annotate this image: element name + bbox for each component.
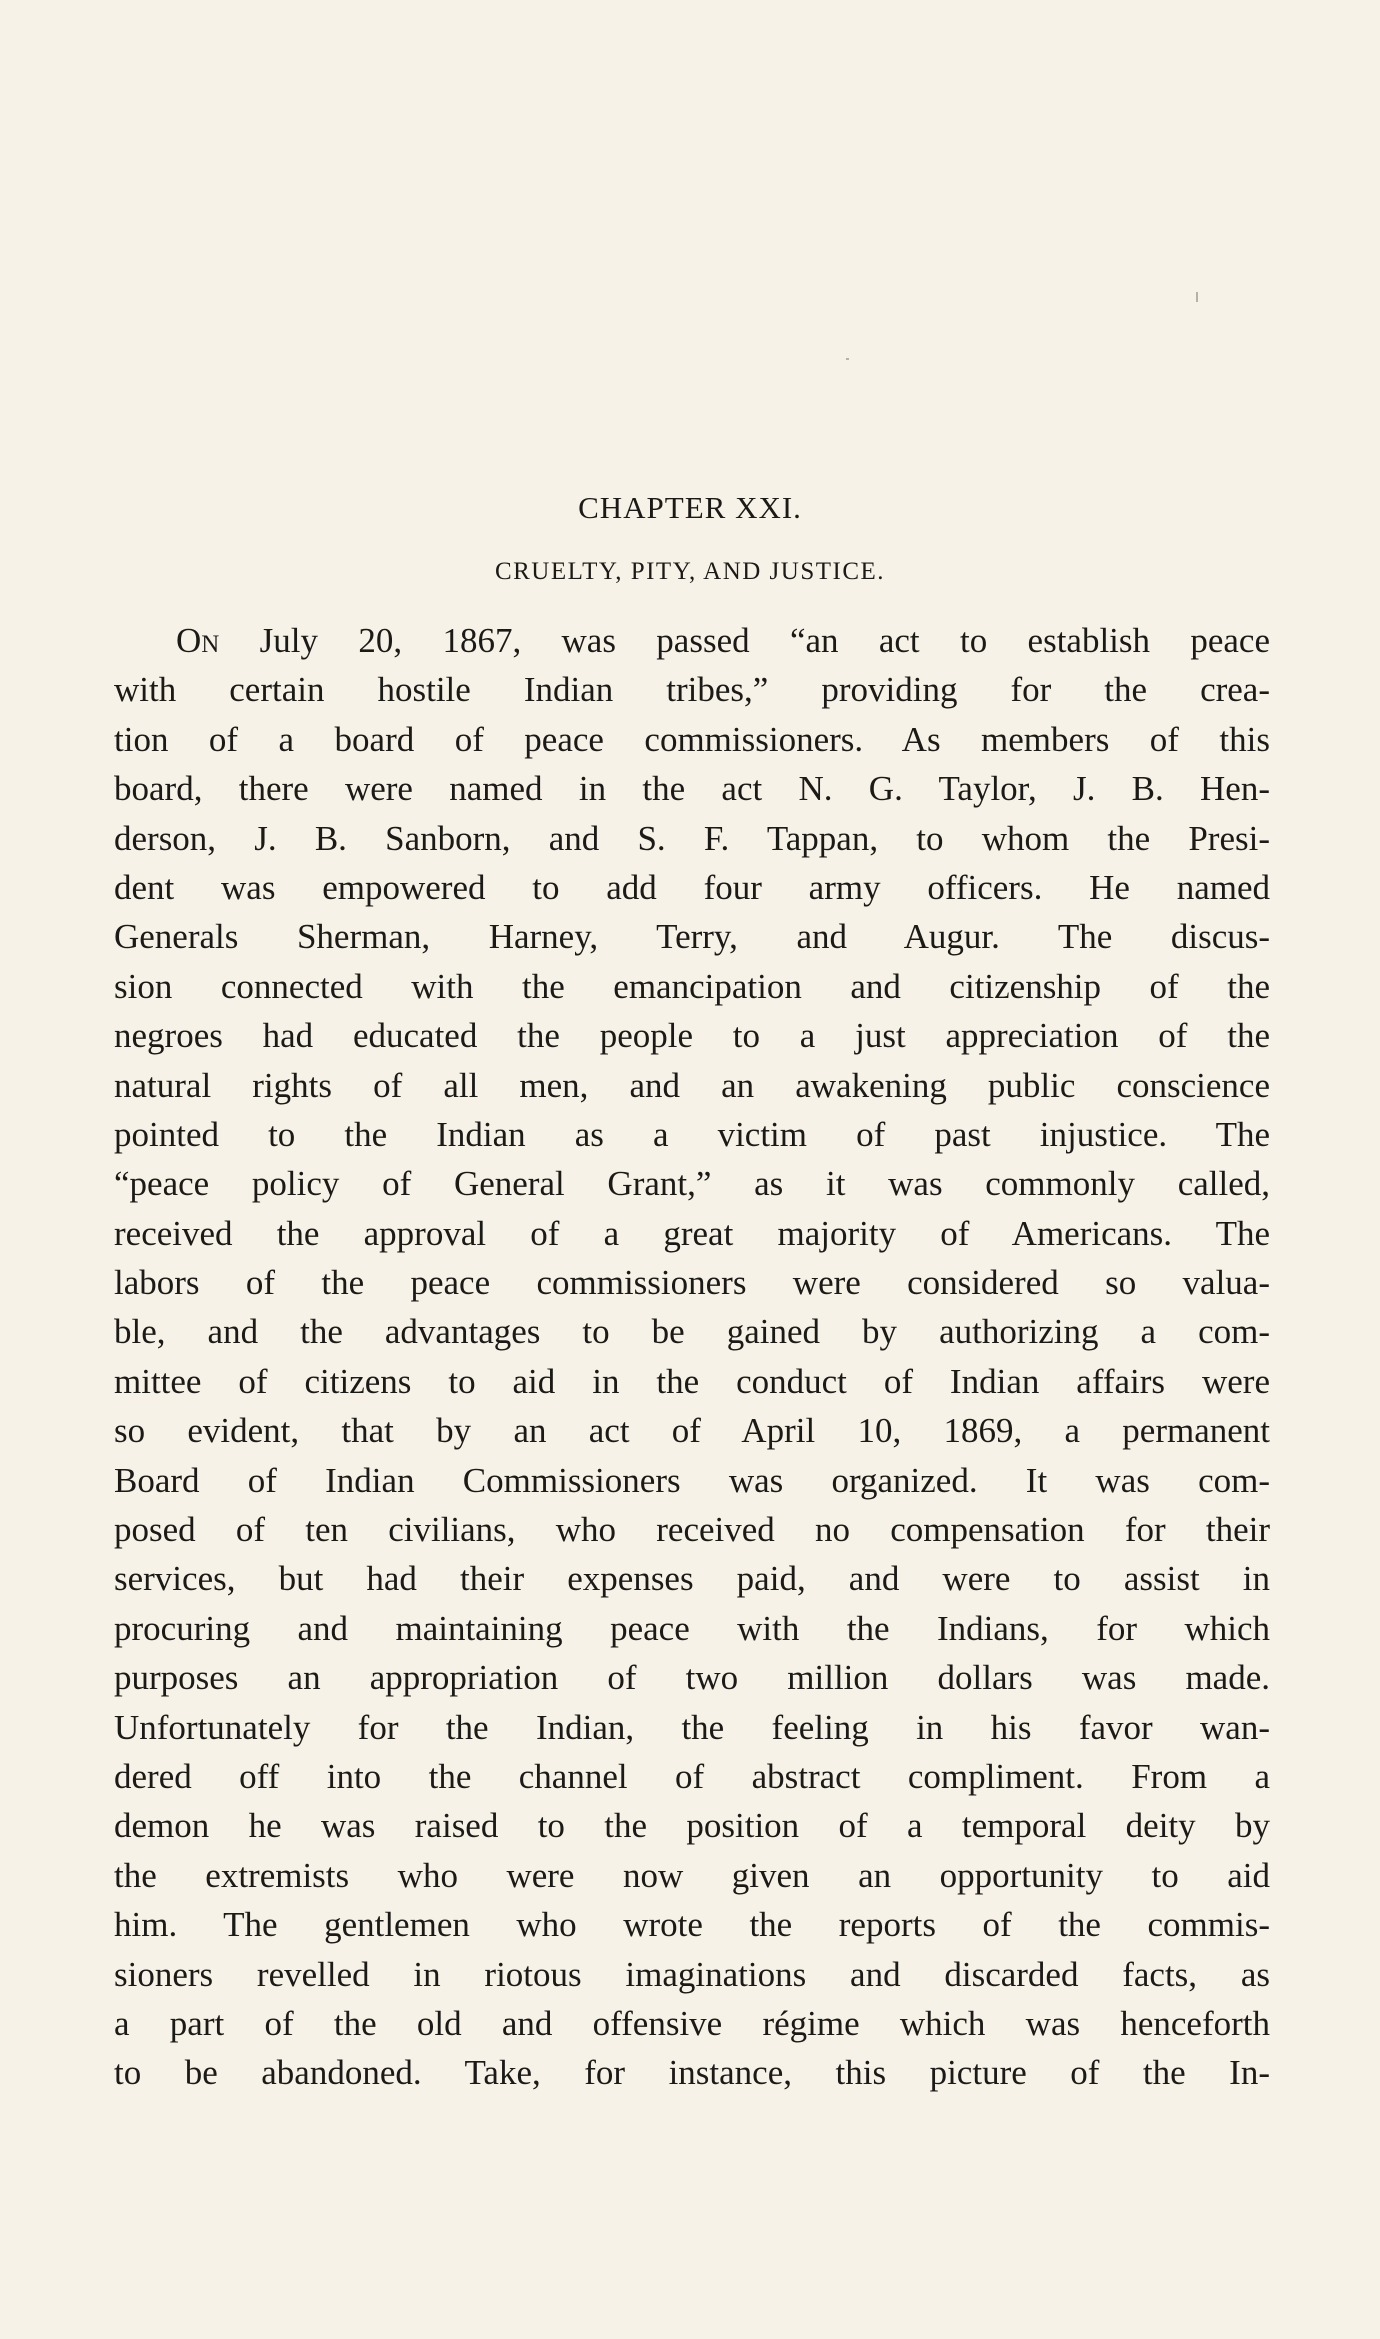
text-line: a part of the old and offensive régime which was henceforth <box>114 2003 1270 2043</box>
text-line: sioners revelled in riotous imaginations and discarded facts, as <box>114 1954 1270 1994</box>
text-line: services, but had their expenses paid, and were to assist in <box>114 1559 1270 1599</box>
text-line: sion connected with the emancipation and citizenship of the <box>114 966 1270 1006</box>
text-line: to be abandoned. Take, for instance, this picture of the In- <box>114 2053 1270 2093</box>
text-line: “peace policy of General Grant,” as it was commonly called, <box>114 1164 1270 1204</box>
body-paragraph <box>114 616 1270 2098</box>
text-line: demon he was raised to the position of a temporal deity by <box>114 1806 1270 1846</box>
text-line: procuring and maintaining peace with the Indians, for which <box>114 1608 1270 1648</box>
text-line: so evident, that by an act of April 10, 1869, a permanent <box>114 1411 1270 1451</box>
text-line: labors of the peace commissioners were considered so valua- <box>114 1263 1270 1303</box>
paper-speck <box>1196 292 1198 302</box>
text-line: Generals Sherman, Harney, Terry, and Augur. The discus- <box>114 917 1270 957</box>
text-line: received the approval of a great majority of Americans. The <box>114 1213 1270 1253</box>
text-line: with certain hostile Indian tribes,” providing for the crea- <box>114 670 1270 710</box>
chapter-subtitle: CRUELTY, PITY, AND JUSTICE. <box>494 558 886 585</box>
opening-word: On <box>176 621 220 660</box>
text-line: pointed to the Indian as a victim of past injustice. The <box>114 1114 1270 1154</box>
text-line: On July 20, 1867, was passed “an act to establish peace <box>176 621 1270 660</box>
text-line: posed of ten civilians, who received no compensation for their <box>114 1510 1270 1550</box>
chapter-title: CHAPTER XXI. <box>578 490 802 525</box>
text-line: purposes an appropriation of two million dollars was made. <box>114 1658 1270 1698</box>
text-line: tion of a board of peace commissioners. As members of this <box>114 719 1270 759</box>
paper-speck <box>846 358 849 360</box>
text-line: board, there were named in the act N. G. Taylor, J. B. Hen- <box>114 769 1270 809</box>
text-line: dered off into the channel of abstract compliment. From a <box>114 1756 1270 1796</box>
text-line: ble, and the advantages to be gained by authorizing a com- <box>114 1312 1270 1352</box>
text-line: derson, J. B. Sanborn, and S. F. Tappan, to whom the Presi- <box>114 818 1270 858</box>
text-line: dent was empowered to add four army officers. He named <box>114 867 1270 907</box>
text-line: the extremists who were now given an opportunity to aid <box>114 1855 1270 1895</box>
text-line: mittee of citizens to aid in the conduct of Indian affairs were <box>114 1361 1270 1401</box>
text-line: Unfortunately for the Indian, the feeling in his favor wan- <box>114 1707 1270 1747</box>
text-line: Board of Indian Commissioners was organized. It was com- <box>114 1460 1270 1500</box>
text-line: him. The gentlemen who wrote the reports of the commis- <box>114 1905 1270 1945</box>
text-line: natural rights of all men, and an awakening public conscience <box>114 1065 1270 1105</box>
text-line: negroes had educated the people to a just appreciation of the <box>114 1016 1270 1056</box>
